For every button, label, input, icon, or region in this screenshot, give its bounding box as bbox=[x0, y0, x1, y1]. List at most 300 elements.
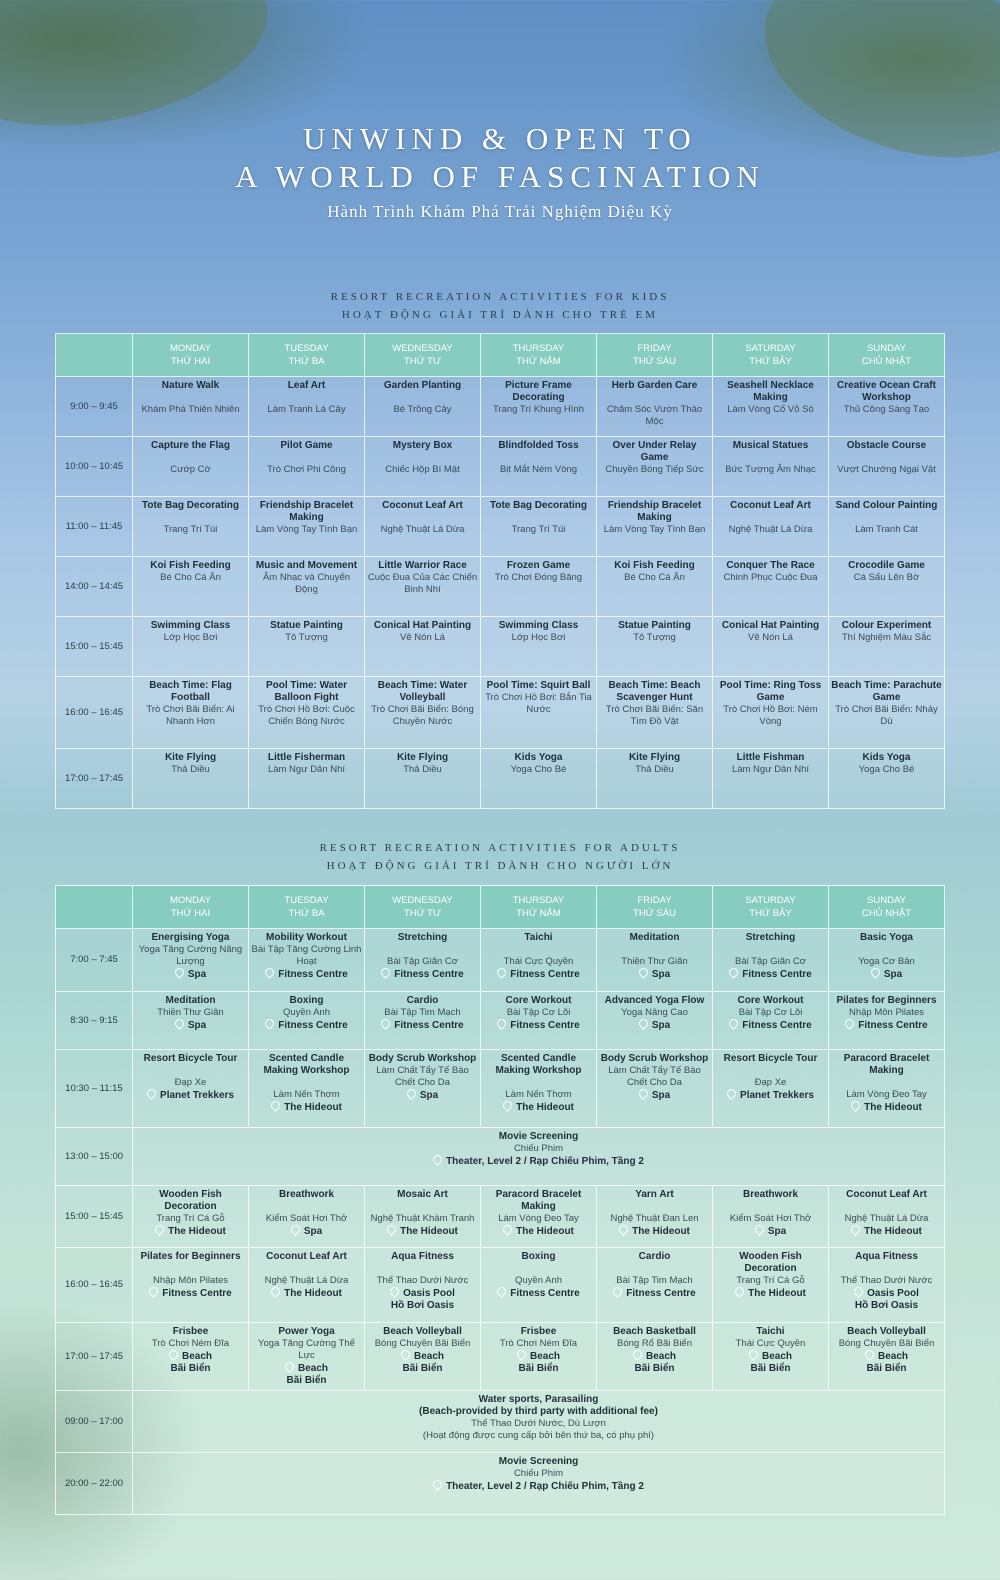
activity-name: Taichi bbox=[524, 932, 553, 943]
activity-name-vi: Bóng Chuyền Bãi Biển bbox=[374, 1338, 471, 1349]
activity-name-vi: Làm Chất Tẩy Tế Bào Chết Cho Da bbox=[608, 1065, 701, 1088]
activity-location bbox=[831, 1225, 942, 1238]
day-name-en: WEDNESDAY bbox=[392, 343, 453, 354]
activity-name: Meditation bbox=[165, 995, 216, 1006]
spacer bbox=[715, 1201, 826, 1213]
location-name: Fitness Centre bbox=[742, 1020, 812, 1031]
activity-location bbox=[367, 1287, 478, 1300]
activity-name-vi: Chăm Sóc Vườn Thảo Mộc bbox=[606, 404, 703, 427]
activity-cell bbox=[365, 1050, 481, 1128]
location-pin-icon bbox=[727, 966, 740, 979]
time-slot: 10:00 – 10:45 bbox=[56, 437, 133, 497]
activity-name-vi: Lớp Học Bơi bbox=[511, 632, 566, 643]
activity-name-vi: Tô Tượng bbox=[285, 632, 328, 643]
activity-name-vi: Bài Tập Giãn Cơ bbox=[734, 956, 806, 967]
activity-name: Boxing bbox=[521, 1251, 556, 1262]
activity-cell bbox=[365, 929, 481, 992]
adults-schedule-table bbox=[55, 885, 945, 1515]
activity-name-vi: Làm Chất Tẩy Tế Bào Chết Cho Da bbox=[376, 1065, 469, 1088]
title-line-2: A WORLD OF FASCINATION bbox=[235, 159, 765, 194]
activity-cell bbox=[133, 677, 249, 749]
activity-name-vi: Trang Trí Cá Gỗ bbox=[156, 1213, 225, 1224]
location-pin-icon bbox=[747, 1348, 760, 1361]
location-pin-icon bbox=[495, 1285, 508, 1298]
activity-cell bbox=[597, 677, 713, 749]
activity-cell bbox=[249, 677, 365, 749]
activity-name: Mystery Box bbox=[392, 440, 453, 451]
activity-name-vi: Bịt Mắt Ném Vòng bbox=[499, 464, 578, 475]
location-name-vi: Bãi Biển bbox=[286, 1375, 327, 1386]
activity-cell bbox=[365, 557, 481, 617]
time-slot: 14:00 – 14:45 bbox=[56, 557, 133, 617]
location-pin-icon bbox=[637, 1087, 650, 1100]
activity-cell bbox=[481, 677, 597, 749]
location-pin-icon bbox=[147, 1285, 160, 1298]
day-name-en: WEDNESDAY bbox=[392, 895, 453, 906]
activity-cell bbox=[365, 377, 481, 437]
activity-cell bbox=[713, 437, 829, 497]
day-name-en: MONDAY bbox=[170, 343, 211, 354]
activity-name: Koi Fish Feeding bbox=[150, 560, 231, 571]
activity-cell bbox=[249, 557, 365, 617]
activity-name-vi: Thái Cực Quyền bbox=[503, 956, 574, 967]
activity-name: Pilates for Beginners bbox=[836, 995, 937, 1006]
activity-name-vi: Nghệ Thuật Lá Dừa bbox=[380, 524, 465, 535]
activity-location bbox=[135, 1089, 246, 1102]
activity-cell bbox=[133, 437, 249, 497]
day-header bbox=[713, 886, 829, 929]
activity-name-vi: Âm Nhạc và Chuyển Động bbox=[262, 572, 351, 595]
schedule-row bbox=[56, 497, 945, 557]
day-name-en: SATURDAY bbox=[745, 895, 796, 906]
activity-location bbox=[831, 1101, 942, 1114]
schedule-row bbox=[56, 1050, 945, 1128]
location-name: Fitness Centre bbox=[278, 1020, 348, 1031]
location-name-vi: Hồ Bơi Oasis bbox=[390, 1300, 455, 1311]
day-name-en: TUESDAY bbox=[284, 343, 329, 354]
location-name: Fitness Centre bbox=[510, 1288, 580, 1299]
activity-cell bbox=[829, 1323, 945, 1391]
activity-cell bbox=[829, 749, 945, 809]
activity-location bbox=[599, 1287, 710, 1300]
activity-name-vi: Lớp Học Bơi bbox=[163, 632, 218, 643]
activity-name-vi: Chiếc Hộp Bí Mật bbox=[385, 464, 460, 475]
activity-cell bbox=[597, 929, 713, 992]
activity-name: Meditation bbox=[629, 932, 680, 943]
activity-name-vi: Đạp Xe bbox=[754, 1077, 787, 1088]
activity-cell bbox=[365, 1186, 481, 1248]
activity-name-vi: Trang Trí Túi bbox=[163, 524, 218, 535]
spacer bbox=[831, 1263, 942, 1275]
day-name-en: TUESDAY bbox=[284, 895, 329, 906]
activity-name: Friendship Bracelet Making bbox=[607, 500, 702, 523]
activity-name: Beach Time: Parachute Game bbox=[831, 680, 942, 703]
location-name: The Hideout bbox=[864, 1226, 922, 1237]
activity-location bbox=[367, 1089, 478, 1102]
activity-name-vi: Vẽ Nón Lá bbox=[748, 632, 793, 643]
activity-cell bbox=[597, 749, 713, 809]
activity-cell bbox=[713, 557, 829, 617]
location-name: Beach bbox=[181, 1351, 212, 1362]
activity-name: Scented Candle Making Workshop bbox=[263, 1053, 350, 1076]
activity-name-vi: Chuyền Bóng Tiếp Sức bbox=[605, 464, 704, 475]
activity-cell bbox=[365, 749, 481, 809]
activity-location bbox=[831, 968, 942, 981]
activity-name: Little Fishman bbox=[736, 752, 805, 763]
activity-name: Crocodile Game bbox=[848, 560, 925, 571]
day-name-vi: THỨ HAI bbox=[170, 908, 211, 919]
activity-name-vi: Chinh Phục Cuộc Đua bbox=[723, 572, 818, 583]
day-name-vi: THỨ TƯ bbox=[403, 356, 442, 367]
location-pin-icon bbox=[727, 1017, 740, 1030]
day-header bbox=[597, 334, 713, 377]
activity-name-vi: Thí Nghiệm Màu Sắc bbox=[841, 632, 932, 643]
location-name: Spa bbox=[303, 1226, 323, 1237]
activity-location bbox=[135, 1350, 246, 1363]
activity-location bbox=[715, 1089, 826, 1102]
schedule-row bbox=[56, 377, 945, 437]
location-pin-icon bbox=[269, 1099, 282, 1112]
location-pin-icon bbox=[849, 1223, 862, 1236]
activity-cell bbox=[133, 497, 249, 557]
activity-name: Breathwork bbox=[278, 1189, 334, 1200]
activity-name: Kite Flying bbox=[396, 752, 449, 763]
day-name-vi: THỨ SÁU bbox=[633, 356, 676, 367]
location-name: The Hideout bbox=[748, 1288, 806, 1299]
activity-name-vi: Yoga Tăng Cường Thể Lực bbox=[258, 1338, 355, 1361]
spacer bbox=[715, 944, 826, 956]
schedule-row bbox=[56, 1453, 945, 1515]
activity-cell bbox=[365, 617, 481, 677]
activity-cell bbox=[597, 377, 713, 437]
activity-location bbox=[831, 1287, 942, 1300]
time-slot: 15:00 – 15:45 bbox=[56, 1186, 133, 1248]
activity-name: Body Scrub Workshop bbox=[600, 1053, 709, 1064]
schedule-row bbox=[56, 437, 945, 497]
schedule-row bbox=[56, 617, 945, 677]
location-name: Fitness Centre bbox=[278, 969, 348, 980]
activity-cell bbox=[133, 1323, 249, 1391]
adults-heading-en: RESORT RECREATION ACTIVITIES FOR ADULTS bbox=[319, 842, 681, 854]
activity-cell bbox=[829, 1050, 945, 1128]
activity-name-vi: Trò Chơi Bãi Biển: Nhảy Dù bbox=[835, 704, 938, 727]
header-corner bbox=[56, 886, 133, 929]
activity-cell bbox=[829, 1186, 945, 1248]
activity-name-vi: Yoga Cơ Bản bbox=[858, 956, 915, 967]
subtitle: Hành Trình Khám Phá Trải Nghiệm Diệu Kỳ bbox=[327, 202, 673, 221]
location-pin-icon bbox=[495, 966, 508, 979]
location-pin-icon bbox=[495, 1017, 508, 1030]
activity-name-vi: Nhập Môn Pilates bbox=[849, 1007, 924, 1018]
time-slot: 9:00 – 9:45 bbox=[56, 377, 133, 437]
kids-schedule-table bbox=[55, 333, 945, 809]
location-name: The Hideout bbox=[864, 1102, 922, 1113]
activity-name: Core Workout bbox=[505, 995, 572, 1006]
location-pin-icon bbox=[379, 966, 392, 979]
location-pin-icon bbox=[753, 1223, 766, 1236]
spacer bbox=[831, 1201, 942, 1213]
activity-location bbox=[715, 1225, 826, 1238]
activity-name-vi: Bài Tập Tim Mạch bbox=[384, 1007, 461, 1018]
schedule-row bbox=[56, 557, 945, 617]
kids-header-row bbox=[56, 334, 945, 377]
activity-location bbox=[483, 1225, 594, 1238]
activity-name-vi: Thả Diều bbox=[171, 764, 210, 775]
activity-name-vi: Chiếu Phim bbox=[513, 1143, 564, 1154]
activity-location bbox=[251, 1362, 362, 1375]
activity-cell bbox=[249, 1050, 365, 1128]
activity-cell bbox=[713, 749, 829, 809]
adults-header-row bbox=[56, 886, 945, 929]
activity-name-vi: Bóng Chuyền Bãi Biển bbox=[838, 1338, 935, 1349]
activity-cell bbox=[249, 929, 365, 992]
activity-name-vi: Trò Chơi Hồ Bơi: Ném Vòng bbox=[723, 704, 818, 727]
location-name: The Hideout bbox=[516, 1102, 574, 1113]
activity-name-vi: Làm Vòng Đeo Tay bbox=[846, 1089, 927, 1100]
location-pin-icon bbox=[431, 1153, 444, 1166]
location-pin-icon bbox=[269, 1285, 282, 1298]
activity-cell bbox=[481, 749, 597, 809]
location-name: Beach bbox=[297, 1363, 328, 1374]
activity-name: Stretching bbox=[397, 932, 448, 943]
activity-cell bbox=[249, 992, 365, 1050]
activity-name: Pool Time: Squirt Ball bbox=[486, 680, 591, 691]
activity-cell bbox=[481, 1186, 597, 1248]
activity-cell bbox=[597, 992, 713, 1050]
day-header bbox=[249, 886, 365, 929]
activity-cell-all-week bbox=[133, 1128, 945, 1186]
activity-cell-all-week bbox=[133, 1453, 945, 1515]
spacer bbox=[483, 1263, 594, 1275]
activity-cell bbox=[713, 377, 829, 437]
time-slot: 16:00 – 16:45 bbox=[56, 677, 133, 749]
spacer bbox=[251, 392, 362, 404]
activity-name: Pool Time: Ring Toss Game bbox=[719, 680, 822, 703]
location-name: Oasis Pool bbox=[403, 1288, 455, 1299]
location-name: Spa bbox=[419, 1090, 439, 1101]
activity-name-vi: Tô Tượng bbox=[633, 632, 676, 643]
day-name-vi: THỨ NĂM bbox=[516, 356, 561, 367]
activity-cell bbox=[713, 497, 829, 557]
activity-location bbox=[483, 1287, 594, 1300]
day-name-en: THURSDAY bbox=[512, 895, 565, 906]
activity-name: Statue Painting bbox=[618, 620, 691, 631]
activity-location bbox=[715, 1350, 826, 1363]
location-name-vi: Hồ Bơi Oasis bbox=[854, 1300, 919, 1311]
activity-location bbox=[715, 968, 826, 981]
activity-name-vi: Bé Cho Cá Ăn bbox=[160, 572, 221, 583]
day-name-vi: THỨ BẢY bbox=[749, 356, 792, 367]
schedule-row bbox=[56, 1248, 945, 1323]
activity-name: Leaf Art bbox=[287, 380, 326, 391]
activity-name-vi: Trò Chơi Hồ Bơi: Cuộc Chiến Bóng Nước bbox=[258, 704, 355, 727]
location-pin-icon bbox=[263, 966, 276, 979]
activity-cell bbox=[481, 497, 597, 557]
location-name-vi: Bãi Biển bbox=[866, 1363, 907, 1374]
activity-cell bbox=[713, 1323, 829, 1391]
location-name: Fitness Centre bbox=[626, 1288, 696, 1299]
activity-name: Taichi bbox=[756, 1326, 785, 1337]
activity-cell bbox=[713, 617, 829, 677]
activity-cell bbox=[829, 992, 945, 1050]
activity-cell bbox=[597, 617, 713, 677]
activity-cell bbox=[249, 377, 365, 437]
activity-name: Cardio bbox=[638, 1251, 671, 1262]
activity-location bbox=[483, 1019, 594, 1032]
activity-name: Water sports, Parasailing bbox=[478, 1394, 599, 1405]
activity-cell bbox=[829, 617, 945, 677]
activity-location bbox=[599, 1019, 710, 1032]
day-name-en: SUNDAY bbox=[867, 343, 906, 354]
location-name-vi: Bãi Biển bbox=[634, 1363, 675, 1374]
activity-location bbox=[135, 968, 246, 981]
spacer bbox=[135, 392, 246, 404]
time-slot: 17:00 – 17:45 bbox=[56, 1323, 133, 1391]
time-slot: 7:00 – 7:45 bbox=[56, 929, 133, 992]
activity-name-vi: Vẽ Nón Lá bbox=[400, 632, 445, 643]
activity-name-vi: Trang Trí Cá Gỗ bbox=[736, 1275, 805, 1286]
activity-cell bbox=[597, 1248, 713, 1323]
location-name: The Hideout bbox=[168, 1226, 226, 1237]
activity-location bbox=[483, 1101, 594, 1114]
location-name: Beach bbox=[877, 1351, 908, 1362]
location-name: The Hideout bbox=[284, 1288, 342, 1299]
day-name-vi: THỨ BẢY bbox=[749, 908, 792, 919]
day-name-vi: THỨ TƯ bbox=[403, 908, 442, 919]
activity-location bbox=[831, 1019, 942, 1032]
spacer bbox=[715, 512, 826, 524]
location-pin-icon bbox=[515, 1348, 528, 1361]
activity-location bbox=[367, 1225, 478, 1238]
spacer bbox=[715, 1065, 826, 1077]
activity-name: Beach Time: Water Volleyball bbox=[377, 680, 468, 703]
activity-cell bbox=[481, 1050, 597, 1128]
location-name: Fitness Centre bbox=[858, 1020, 928, 1031]
activity-name-vi: Thiền Thư Giãn bbox=[157, 1007, 224, 1018]
day-name-en: FRIDAY bbox=[637, 895, 672, 906]
activity-name-vi: Kiểm Soát Hơi Thở bbox=[729, 1213, 812, 1224]
activity-name: Sand Colour Painting bbox=[835, 500, 938, 511]
location-name: The Hideout bbox=[632, 1226, 690, 1237]
location-pin-icon bbox=[611, 1285, 624, 1298]
activity-cell bbox=[829, 497, 945, 557]
activity-name-vi: Vượt Chướng Ngại Vật bbox=[837, 464, 936, 475]
hero-title-block bbox=[0, 120, 1000, 222]
activity-name-vi: Làm Ngư Dân Nhí bbox=[267, 764, 346, 775]
activity-cell bbox=[133, 1248, 249, 1323]
activity-name: Over Under Relay Game bbox=[612, 440, 697, 463]
activity-cell bbox=[481, 929, 597, 992]
location-name: Spa bbox=[767, 1226, 787, 1237]
location-pin-icon bbox=[725, 1087, 738, 1100]
activity-name: Movie Screening bbox=[498, 1456, 579, 1467]
activity-name-vi: Bài Tập Tăng Cường Linh Hoạt bbox=[251, 944, 362, 967]
time-slot: 15:00 – 15:45 bbox=[56, 617, 133, 677]
activity-name-vi: Trò Chơi Bãi Biển: Bóng Chuyền Nước bbox=[371, 704, 474, 727]
schedule-row bbox=[56, 1186, 945, 1248]
activity-name: Nature Walk bbox=[161, 380, 220, 391]
schedule-row bbox=[56, 1128, 945, 1186]
time-slot: 09:00 – 17:00 bbox=[56, 1391, 133, 1453]
activity-cell bbox=[597, 1323, 713, 1391]
activity-location bbox=[135, 1225, 246, 1238]
activity-name: Friendship Bracelet Making bbox=[259, 500, 354, 523]
activity-name-vi: Trò Chơi Phi Công bbox=[267, 464, 346, 475]
activity-cell bbox=[713, 1248, 829, 1323]
location-pin-icon bbox=[167, 1348, 180, 1361]
activity-name: Energising Yoga bbox=[151, 932, 230, 943]
spacer bbox=[367, 944, 478, 956]
activity-name-vi: Thái Cực Quyền bbox=[735, 1338, 806, 1349]
spacer bbox=[599, 1263, 710, 1275]
spacer bbox=[135, 512, 246, 524]
activity-cell bbox=[249, 1248, 365, 1323]
activity-cell bbox=[133, 929, 249, 992]
activity-name-vi: Bóng Rổ Bãi Biển bbox=[617, 1338, 692, 1349]
activity-name: Basic Yoga bbox=[860, 932, 913, 943]
schedule-row bbox=[56, 1391, 945, 1453]
activity-name-vi: Thể Thao Dưới Nước bbox=[376, 1275, 469, 1286]
location-name: Beach bbox=[645, 1351, 676, 1362]
day-header bbox=[713, 334, 829, 377]
location-name: Theater, Level 2 / Rạp Chiếu Phim, Tầng 2 bbox=[446, 1156, 644, 1167]
location-pin-icon bbox=[631, 1348, 644, 1361]
activity-name: Herb Garden Care bbox=[611, 380, 698, 391]
schedule-row bbox=[56, 992, 945, 1050]
activity-location bbox=[135, 1287, 246, 1300]
location-name: The Hideout bbox=[284, 1102, 342, 1113]
activity-name-vi: Cá Sấu Lên Bờ bbox=[853, 572, 920, 583]
spacer bbox=[483, 944, 594, 956]
location-name-vi: Bãi Biển bbox=[750, 1363, 791, 1374]
spacer bbox=[367, 1263, 478, 1275]
activity-name: Conical Hat Painting bbox=[373, 620, 472, 631]
activity-name-vi: Làm Vòng Đeo Tay bbox=[498, 1213, 579, 1224]
location-pin-icon bbox=[431, 1478, 444, 1491]
spacer bbox=[831, 512, 942, 524]
activity-cell bbox=[133, 992, 249, 1050]
activity-name-vi: Trò Chơi Đóng Băng bbox=[494, 572, 583, 583]
activity-cell bbox=[365, 992, 481, 1050]
activity-name: Kite Flying bbox=[628, 752, 681, 763]
activity-name-vi: Bé Trồng Cây bbox=[393, 404, 452, 415]
activity-name: Blindfolded Toss bbox=[498, 440, 579, 451]
activity-note: (Beach-provided by third party with additional fee) bbox=[419, 1406, 658, 1417]
schedule-row bbox=[56, 1323, 945, 1391]
activity-name: Aqua Fitness bbox=[855, 1251, 918, 1262]
location-pin-icon bbox=[399, 1348, 412, 1361]
activity-cell bbox=[829, 557, 945, 617]
activity-name-vi: Yoga Tăng Cường Năng Lượng bbox=[138, 944, 243, 967]
spacer bbox=[483, 452, 594, 464]
activity-name: Pilates for Beginners bbox=[140, 1251, 241, 1262]
activity-name-vi: Nghệ Thuật Lá Dừa bbox=[844, 1213, 929, 1224]
activity-name: Coconut Leaf Art bbox=[730, 500, 811, 511]
location-pin-icon bbox=[637, 1017, 650, 1030]
activity-location bbox=[367, 968, 478, 981]
location-pin-icon bbox=[843, 1017, 856, 1030]
activity-cell bbox=[249, 749, 365, 809]
location-pin-icon bbox=[388, 1285, 401, 1298]
day-name-vi: THỨ BA bbox=[288, 356, 325, 367]
activity-location bbox=[135, 1155, 942, 1168]
location-pin-icon bbox=[849, 1099, 862, 1112]
activity-cell-all-week bbox=[133, 1391, 945, 1453]
kids-section-heading bbox=[0, 288, 1000, 324]
activity-cell bbox=[133, 617, 249, 677]
location-name: Spa bbox=[883, 969, 903, 980]
location-pin-icon bbox=[852, 1285, 865, 1298]
